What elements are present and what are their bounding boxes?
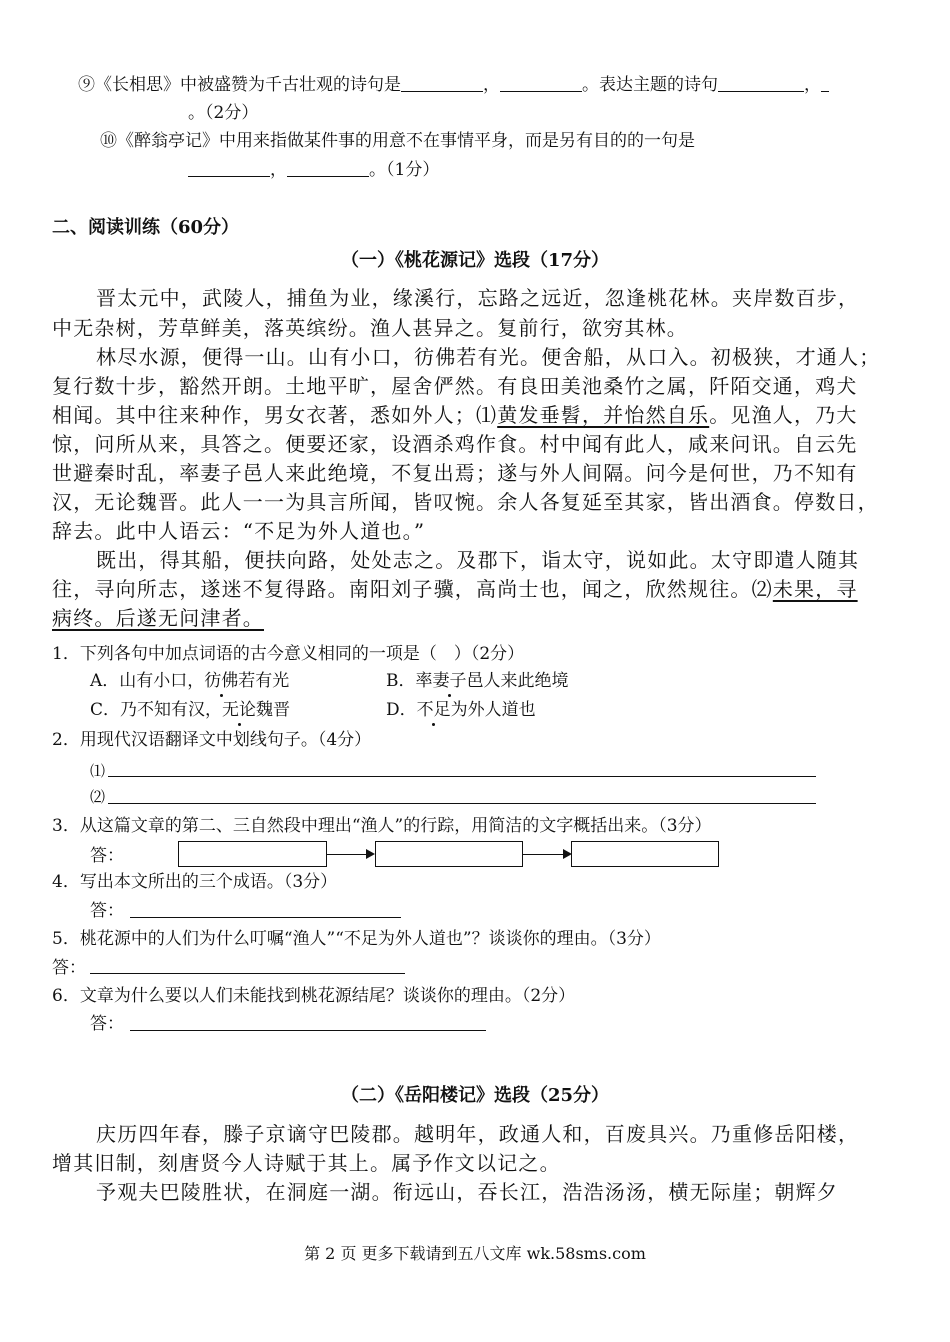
q9-end-text: 。（2分） [188,103,259,123]
q6-answer-line[interactable] [130,1030,486,1031]
question-6: 6．文章为什么要以人们未能找到桃花源结尾？谈谈你的理由。（2分） [52,986,576,1006]
passage1-line: 辞去。此中人语云：“不足为外人道也。” [52,519,426,543]
q9-line [78,73,829,96]
passage2-line: 庆历四年春，滕子京谪守巴陵郡。越明年，政通人和，百废具兴。乃重修岳阳楼， [96,1122,860,1146]
passage1-line [52,605,264,631]
passage1-line: 中无杂树，芳草鲜美，落英缤纷。渔人甚异之。复前行，欲穷其林。 [52,316,688,340]
q10-blank-1[interactable] [188,158,270,177]
dotted-word: 彷佛 [204,671,239,691]
comma: ， [270,160,287,180]
passage1-line: 既出，得其船，便扶向路，处处志之。及郡下，诣太守，说如此。太守即遣人随其 [96,548,860,572]
track-box-3[interactable] [571,841,719,867]
answer-label: 答： [90,846,124,866]
passage1-line: 复行数十步，豁然开朗。土地平旷，屋舍俨然。有良田美池桑竹之属，阡陌交通，鸡犬 [52,374,858,398]
option-a[interactable] [90,670,289,692]
q9-blank-3[interactable] [718,73,804,92]
underlined-sentence-1: 黄发垂髫，并怡然自乐 [497,403,710,427]
passage1-line: 世避秦时乱，率妻子邑人来此绝境，不复出焉；遂与外人间隔。问今是何世，乃不知有 [52,461,858,485]
q10-blank-2[interactable] [287,158,369,177]
q9-mid-text: 。表达主题的诗句 [582,75,718,95]
q9-blank-2[interactable] [500,73,582,92]
q9-text: ⑨《长相思》中被盛赞为千古壮观的诗句是 [78,75,401,95]
text-segment: A．山有小口， [90,671,205,691]
dotted-word: 妻子 [432,671,467,691]
text-segment: D． [386,700,417,720]
question-4: 4．写出本文所出的三个成语。（3分） [52,872,338,892]
arrow-2 [523,854,570,855]
option-d[interactable] [386,699,536,721]
page-footer: 第 2 页 更多下载请到五八文库 wk.58sms.com [304,1244,646,1263]
question-2: 2．用现代汉语翻译文中划线句子。（4分） [52,730,372,750]
text-segment: 若有光 [238,671,290,691]
track-box-1[interactable] [178,841,327,867]
text-segment: 相闻。其中往来种作，男女衣著，悉如外人；⑴ [52,403,498,427]
passage1-line: 林尽水源，便得一山。山有小口，彷佛若有光。便舍船，从口入。初极狭，才通人； [96,345,881,369]
q2-item-1-label: ⑴ [90,762,106,780]
dotted-word: 不足 [416,700,451,720]
q9-blank-4[interactable] [821,73,829,92]
q10-text: ⑩《醉翁亭记》中用来指做某件事的用意不在事情平身，而是另有目的的一句是 [100,131,695,151]
text-segment: 邑人来此绝境 [466,671,569,691]
passage1-line: 惊，问所从来，具答之。便要还家，设酒杀鸡作食。村中闻有此人，咸来问讯。自云先 [52,432,858,456]
q5-answer-line[interactable] [90,973,405,974]
question-1: 1．下列各句中加点词语的古今意义相同的一项是（ ）（2分） [52,644,525,664]
arrow-1 [327,854,373,855]
passage2-line: 增其旧制，刻唐贤今人诗赋于其上。属予作文以记之。 [52,1151,561,1175]
answer-label: 答： [90,901,124,921]
passage1-line: 汉，无论魏晋。此人一一为具言所闻，皆叹惋。余人各复延至其家，皆出酒食。停数日， [52,490,879,514]
option-b[interactable] [386,670,569,692]
answer-label: 答： [52,958,86,978]
text-segment: C．乃不知有汉， [90,700,223,720]
question-3: 3．从这篇文章的第二、三自然段中理出“渔人”的行踪，用简洁的文字概括出来。（3分） [52,816,712,836]
underlined-sentence-2: 未果，寻 [772,577,858,601]
section-title: 二、阅读训练（60分） [52,217,240,238]
option-c[interactable] [90,699,290,721]
dotted-word: 无论 [222,700,257,720]
passage2-title: （二）《岳阳楼记》选段（25分） [340,1085,610,1106]
comma: ， [804,75,821,95]
underlined-sentence-2-cont: 病终。后遂无问津者。 [52,606,264,630]
passage1-line [52,576,858,602]
question-5: 5．桃花源中的人们为什么叮嘱“渔人”“不足为外人道也”？谈谈你的理由。（3分） [52,929,661,949]
q2-item-2-label: ⑵ [90,788,106,806]
q4-answer-line[interactable] [130,917,401,918]
text-segment: 往，寻向所志，遂迷不复得路。南阳刘子骥，高尚士也，闻之，欣然规往。⑵ [52,577,773,601]
track-box-2[interactable] [375,841,523,867]
passage1-line [52,402,858,428]
text-segment: B．率 [386,671,433,691]
answer-label: 答： [90,1014,124,1034]
comma: ， [483,75,500,95]
text-segment: 魏晋 [256,700,291,720]
q9-blank-1[interactable] [401,73,483,92]
q10-end-text: 。（1分） [369,160,440,180]
text-segment: 为外人道也 [450,700,536,720]
q10-blanks-line [188,158,439,181]
q2-answer-line-2[interactable] [108,803,816,804]
text-segment: 。见渔人，乃大 [709,403,858,427]
q2-answer-line-1[interactable] [108,776,816,777]
passage1-title: （一）《桃花源记》选段（17分） [340,250,610,271]
passage1-line: 晋太元中，武陵人，捕鱼为业，缘溪行，忘路之远近，忽逢桃花林。夹岸数百步， [96,286,860,310]
passage2-line: 予观夫巴陵胜状，在洞庭一湖。衔远山，吞长江，浩浩汤汤，横无际崖；朝辉夕 [96,1180,838,1204]
